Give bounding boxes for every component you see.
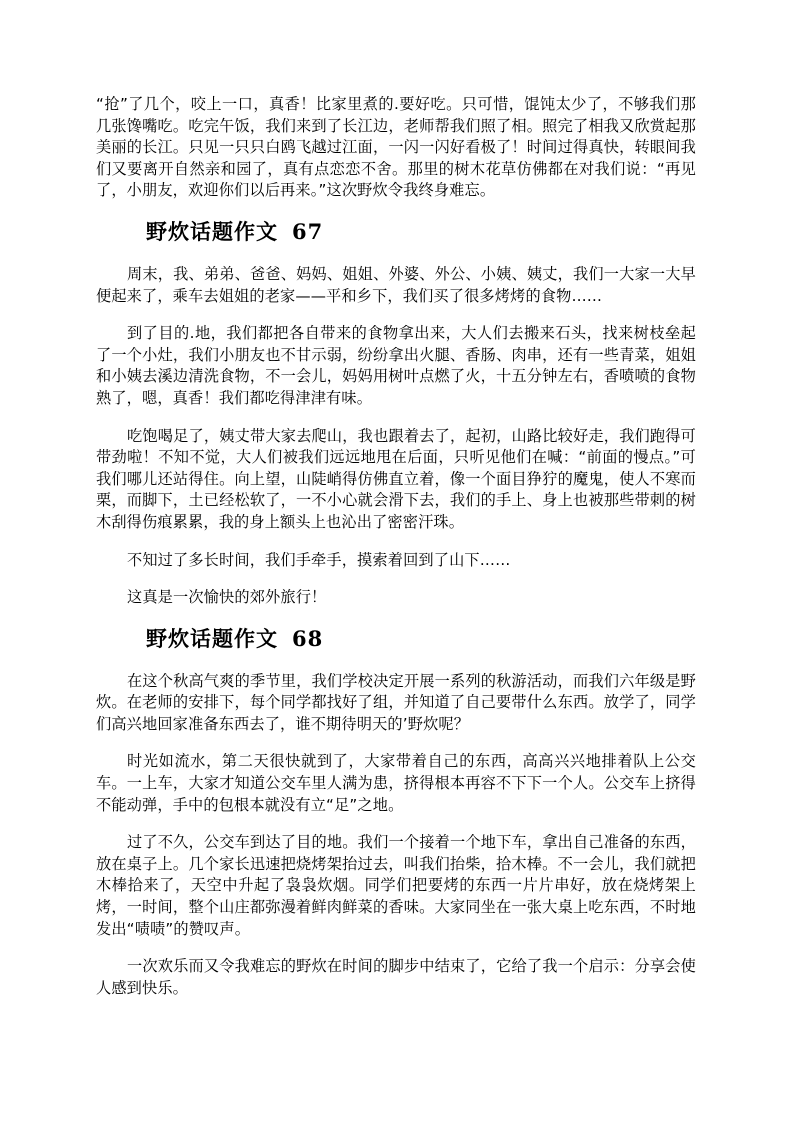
section-67-paragraph-5: 这真是一次愉快的郊外旅行！ bbox=[127, 588, 327, 607]
section-67-paragraph-1: 周末，我、弟弟、爸爸、妈妈、姐姐、外婆、外公、小姨、姨丈，我们一大家一大早便起来了，乘车去姐姐的老家——平和乡下，我们买了很多烤烤的食物…… bbox=[96, 264, 696, 305]
section-number: 68 bbox=[292, 625, 324, 651]
section-67-paragraph-2: 到了目的.地，我们都把各自带来的食物拿出来，大人们去搬来石头，找来树枝垒起了一个小灶，我们小朋友也不甘示弱，纷纷拿出火腿、香肠、肉串，还有一些青菜，姐姐和小姨去溪边清洗食物，不一会儿，妈妈用树叶点燃了火，十五分钟左右，香喷喷的食物熟了，嗯，真香！我们都吃得津津有味。 bbox=[96, 324, 696, 407]
section-68-paragraph-2: 时光如流水，第二天很快就到了，大家带着自己的东西，高高兴兴地排着队上公交车。一上车，大家才知道公交车里人满为患，挤得根本再容不下下一个人。公交车上挤得不能动弹，手中的包根本就没有立“足”之地。 bbox=[96, 752, 696, 814]
section-68-paragraph-4: 一次欢乐而又令我难忘的野炊在时间的脚步中结束了，它给了我一个启示：分享会使人感到快乐。 bbox=[96, 957, 696, 997]
section-67-paragraph-3: 吃饱喝足了，姨丈带大家去爬山，我也跟着去了，起初，山路比较好走，我们跑得可带劲啦！不知不觉，大人们被我们远远地甩在后面，只听见他们在喊：“前面的慢点。”可我们哪儿还站得住。向上望，山陡峭得仿佛直立着，像一个面目狰狞的魔鬼，使人不寒而栗，而脚下，土已经松软了，一不小心就会滑下去，我们的手上、身上也被那些带刺的树木刮得伤痕累累，我的身上额头上也沁出了密密汗珠。 bbox=[96, 426, 696, 531]
section-title: 野炊话题作文 bbox=[146, 218, 278, 244]
document-page bbox=[96, 94, 696, 1015]
section-67-paragraph-4: 不知过了多长时间，我们手牵手，摸索着回到了山下…… bbox=[127, 550, 511, 569]
section-number: 67 bbox=[292, 218, 324, 244]
section-68-paragraph-3: 过了不久，公交车到达了目的地。我们一个接着一个地下车，拿出自己准备的东西，放在桌子上。几个家长迅速把烧烤架抬过去，叫我们抬柴，拾木棒。不一会儿，我们就把木棒拾来了，天空中升起了袅袅炊烟。同学们把要烤的东西一片片串好，放在烧烤架上烤，一时间，整个山庄都弥漫着鲜肉鲜菜的香味。大家同坐在一张大桌上吃东西，不时地发出“啧啧”的赞叹声。 bbox=[96, 833, 696, 938]
section-heading-68 bbox=[146, 625, 696, 653]
section-68-paragraph-1: 在这个秋高气爽的季节里，我们学校决定开展一系列的秋游活动，而我们六年级是野炊。在老师的安排下，每个同学都找好了组，并知道了自己要带什么东西。放学了，同学们高兴地回家准备东西去了，谁不期待明天的’野炊呢？ bbox=[96, 671, 696, 733]
section-heading-67 bbox=[146, 218, 696, 246]
section-title: 野炊话题作文 bbox=[146, 625, 278, 651]
intro-paragraph: “抢”了几个，咬上一口，真香！比家里煮的.要好吃。只可惜，馄饨太少了，不够我们那几张馋嘴吃。吃完午饭，我们来到了长江边，老师帮我们照了相。照完了相我又欣赏起那美丽的长江。只见一只只白鸥飞越过江面，一闪一闪好看极了！时间过得真快，转眼间我们又要离开自然亲和园了，真有点恋恋不舍。那里的树木花草仿佛都在对我们说：“再见了，小朋友，欢迎你们以后再来。”这次野炊令我终身难忘。 bbox=[96, 95, 696, 200]
